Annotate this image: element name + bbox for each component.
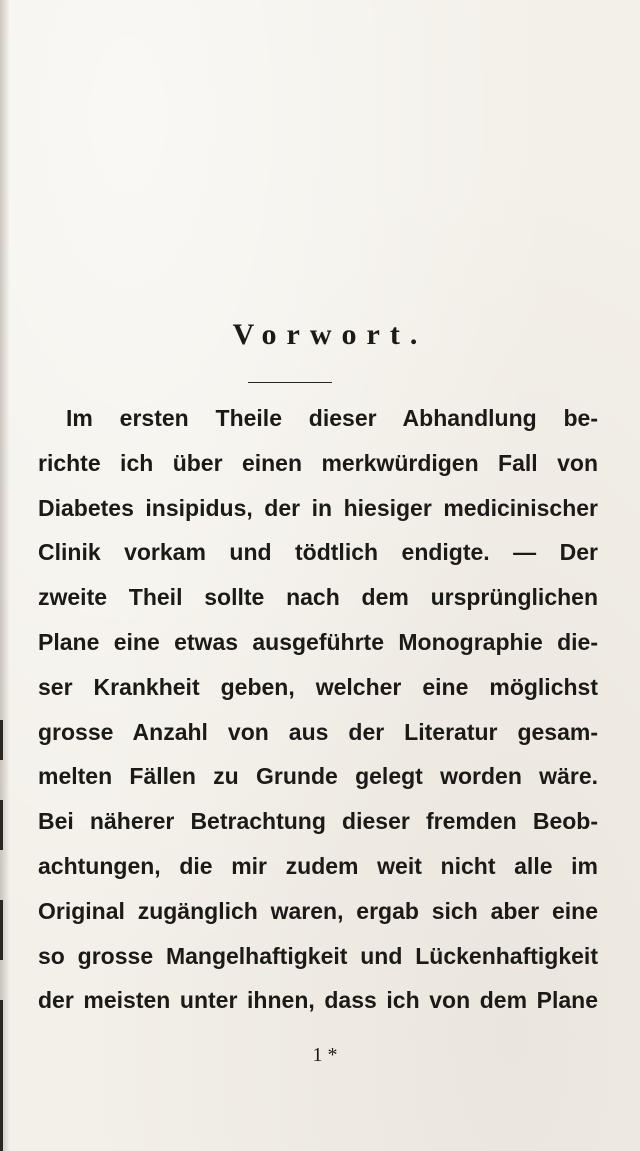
text-line: achtungen, die mir zudem weit nicht alle im [38, 852, 598, 879]
binding-edge-mark [0, 720, 3, 760]
text-line: ser Krankheit geben, welcher eine möglichst [38, 673, 598, 700]
paragraph [38, 396, 598, 1023]
text-line: melten Fällen zu Grunde gelegt worden wäre. [38, 763, 598, 790]
text-line: Plane eine etwas ausgeführte Monographie die- [38, 628, 598, 655]
text-line: Im ersten Theile dieser Abhandlung be- [66, 405, 598, 431]
text-line: Bei näherer Betrachtung dieser fremden Beob- [38, 808, 598, 835]
text-line: grosse Anzahl von aus der Literatur gesam- [38, 718, 598, 745]
text-line: zweite Theil sollte nach dem ursprünglichen [38, 584, 598, 611]
binding-edge-mark [0, 1000, 3, 1151]
text-line: der meisten unter ihnen, dass ich von dem Plane [38, 987, 598, 1014]
binding-edge-mark [0, 900, 3, 960]
binding-edge-mark [0, 800, 3, 850]
page-title: Vorwort. [232, 318, 428, 351]
text-line: Original zugänglich waren, ergab sich aber eine [38, 897, 598, 924]
page-binding-shadow [0, 0, 10, 1151]
text-line: Clinik vorkam und tödtlich endigte. — Der [38, 539, 598, 566]
text-line: so grosse Mangelhaftigkeit und Lückenhaftigkeit [38, 942, 598, 969]
text-line: Diabetes insipidus, der in hiesiger medicinischer [38, 494, 598, 521]
text-line: richte ich über einen merkwürdigen Fall von [38, 449, 598, 476]
title-rule [248, 382, 332, 383]
signature-mark: 1 * [312, 1044, 338, 1066]
